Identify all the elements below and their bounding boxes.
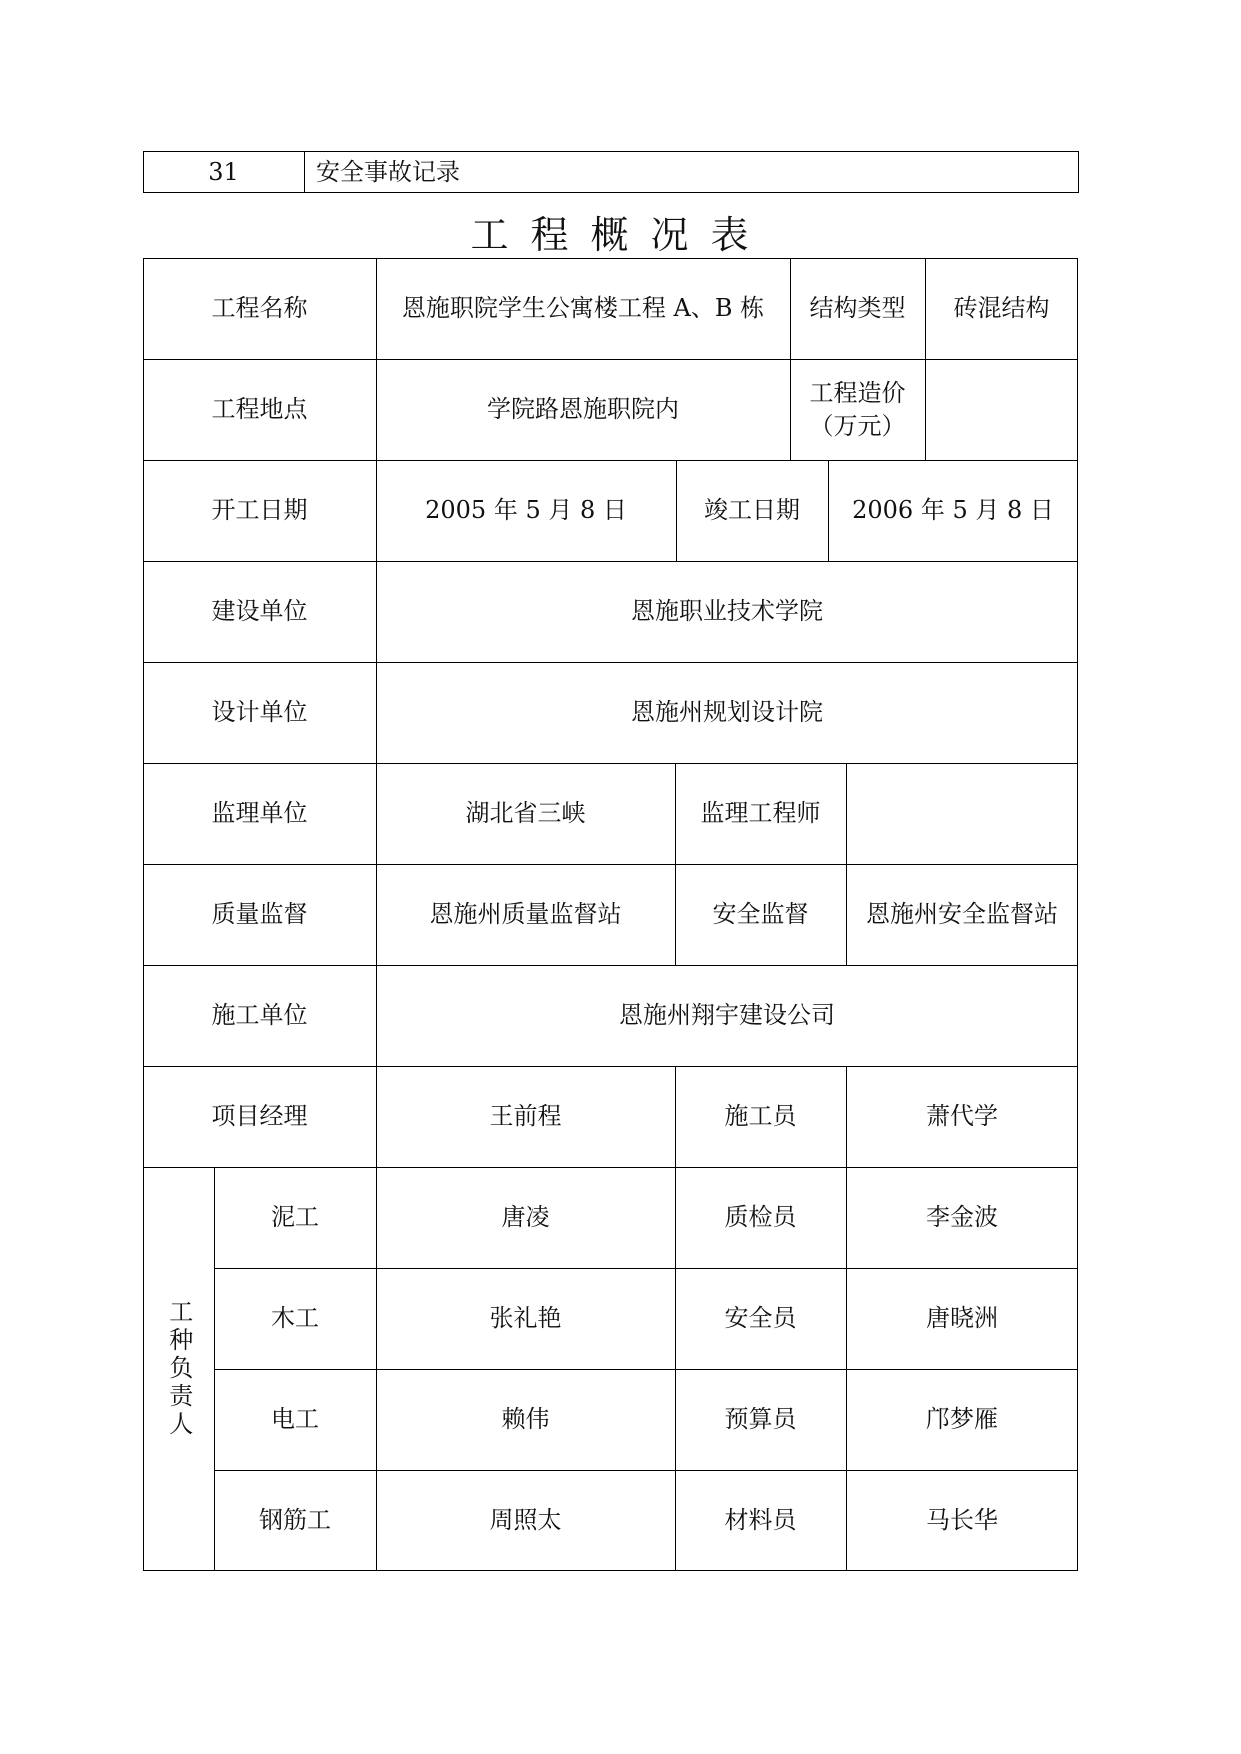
label-trade-leaders: 工种负责人 <box>164 1299 193 1439</box>
value-designer: 恩施州规划设计院 <box>631 698 823 727</box>
role-label: 预算员 <box>724 1405 797 1434</box>
value-location: 学院路恩施职院内 <box>487 395 679 424</box>
label-designer: 设计单位 <box>211 698 308 727</box>
value-supervisor-engineer <box>846 763 1078 864</box>
label-builder: 建设单位 <box>211 597 308 626</box>
label-project-manager: 项目经理 <box>211 1102 308 1131</box>
role-label: 材料员 <box>724 1506 797 1535</box>
label-cost: 工程造价 （万元） <box>809 379 906 440</box>
role-label: 安全员 <box>724 1304 797 1333</box>
trade-leader-name: 周照太 <box>489 1506 562 1535</box>
record-row-divider <box>304 151 305 193</box>
label-end-date: 竣工日期 <box>704 496 800 525</box>
role-person: 马长华 <box>926 1506 998 1535</box>
page-title: 工程概况表 <box>470 213 771 257</box>
label-safety-supervision: 安全监督 <box>712 900 809 929</box>
value-cost <box>925 359 1078 460</box>
value-quality-supervision: 恩施州质量监督站 <box>429 900 622 929</box>
label-construction-unit: 施工单位 <box>211 1001 308 1030</box>
trade-leader-name: 赖伟 <box>501 1405 550 1434</box>
record-number: 31 <box>208 157 239 186</box>
label-start-date: 开工日期 <box>211 496 308 525</box>
value-structure-type: 砖混结构 <box>953 294 1050 323</box>
label-supervisor-unit: 监理单位 <box>211 799 308 828</box>
value-construction-unit: 恩施州翔宇建设公司 <box>619 1001 835 1030</box>
label-quality-supervision: 质量监督 <box>211 900 308 929</box>
value-safety-supervision: 恩施州安全监督站 <box>866 900 1058 929</box>
role-person: 邝梦雁 <box>926 1405 998 1434</box>
label-location: 工程地点 <box>211 395 308 424</box>
label-structure-type: 结构类型 <box>809 294 906 323</box>
trade-label: 电工 <box>271 1405 319 1434</box>
value-builder: 恩施职业技术学院 <box>631 597 823 626</box>
record-label: 安全事故记录 <box>316 157 460 186</box>
trade-label: 泥工 <box>271 1203 319 1232</box>
trade-label: 木工 <box>271 1304 319 1333</box>
label-supervisor-engineer: 监理工程师 <box>700 799 821 828</box>
value-project-name: 恩施职院学生公寓楼工程 A、B 栋 <box>401 294 765 323</box>
trade-leader-name: 唐凌 <box>501 1203 550 1232</box>
trade-leader-name: 张礼艳 <box>489 1304 562 1333</box>
role-person: 李金波 <box>926 1203 998 1232</box>
label-constructor: 施工员 <box>724 1102 797 1131</box>
role-person: 唐晓洲 <box>926 1304 998 1333</box>
value-constructor: 萧代学 <box>926 1102 998 1131</box>
label-project-name: 工程名称 <box>211 294 308 323</box>
trade-label: 钢筋工 <box>259 1506 331 1535</box>
value-start-date: 2005 年 5 月 8 日 <box>425 496 627 525</box>
value-project-manager: 王前程 <box>489 1102 562 1131</box>
role-label: 质检员 <box>724 1203 797 1232</box>
value-supervisor-unit: 湖北省三峡 <box>465 799 586 828</box>
value-end-date: 2006 年 5 月 8 日 <box>852 496 1054 525</box>
